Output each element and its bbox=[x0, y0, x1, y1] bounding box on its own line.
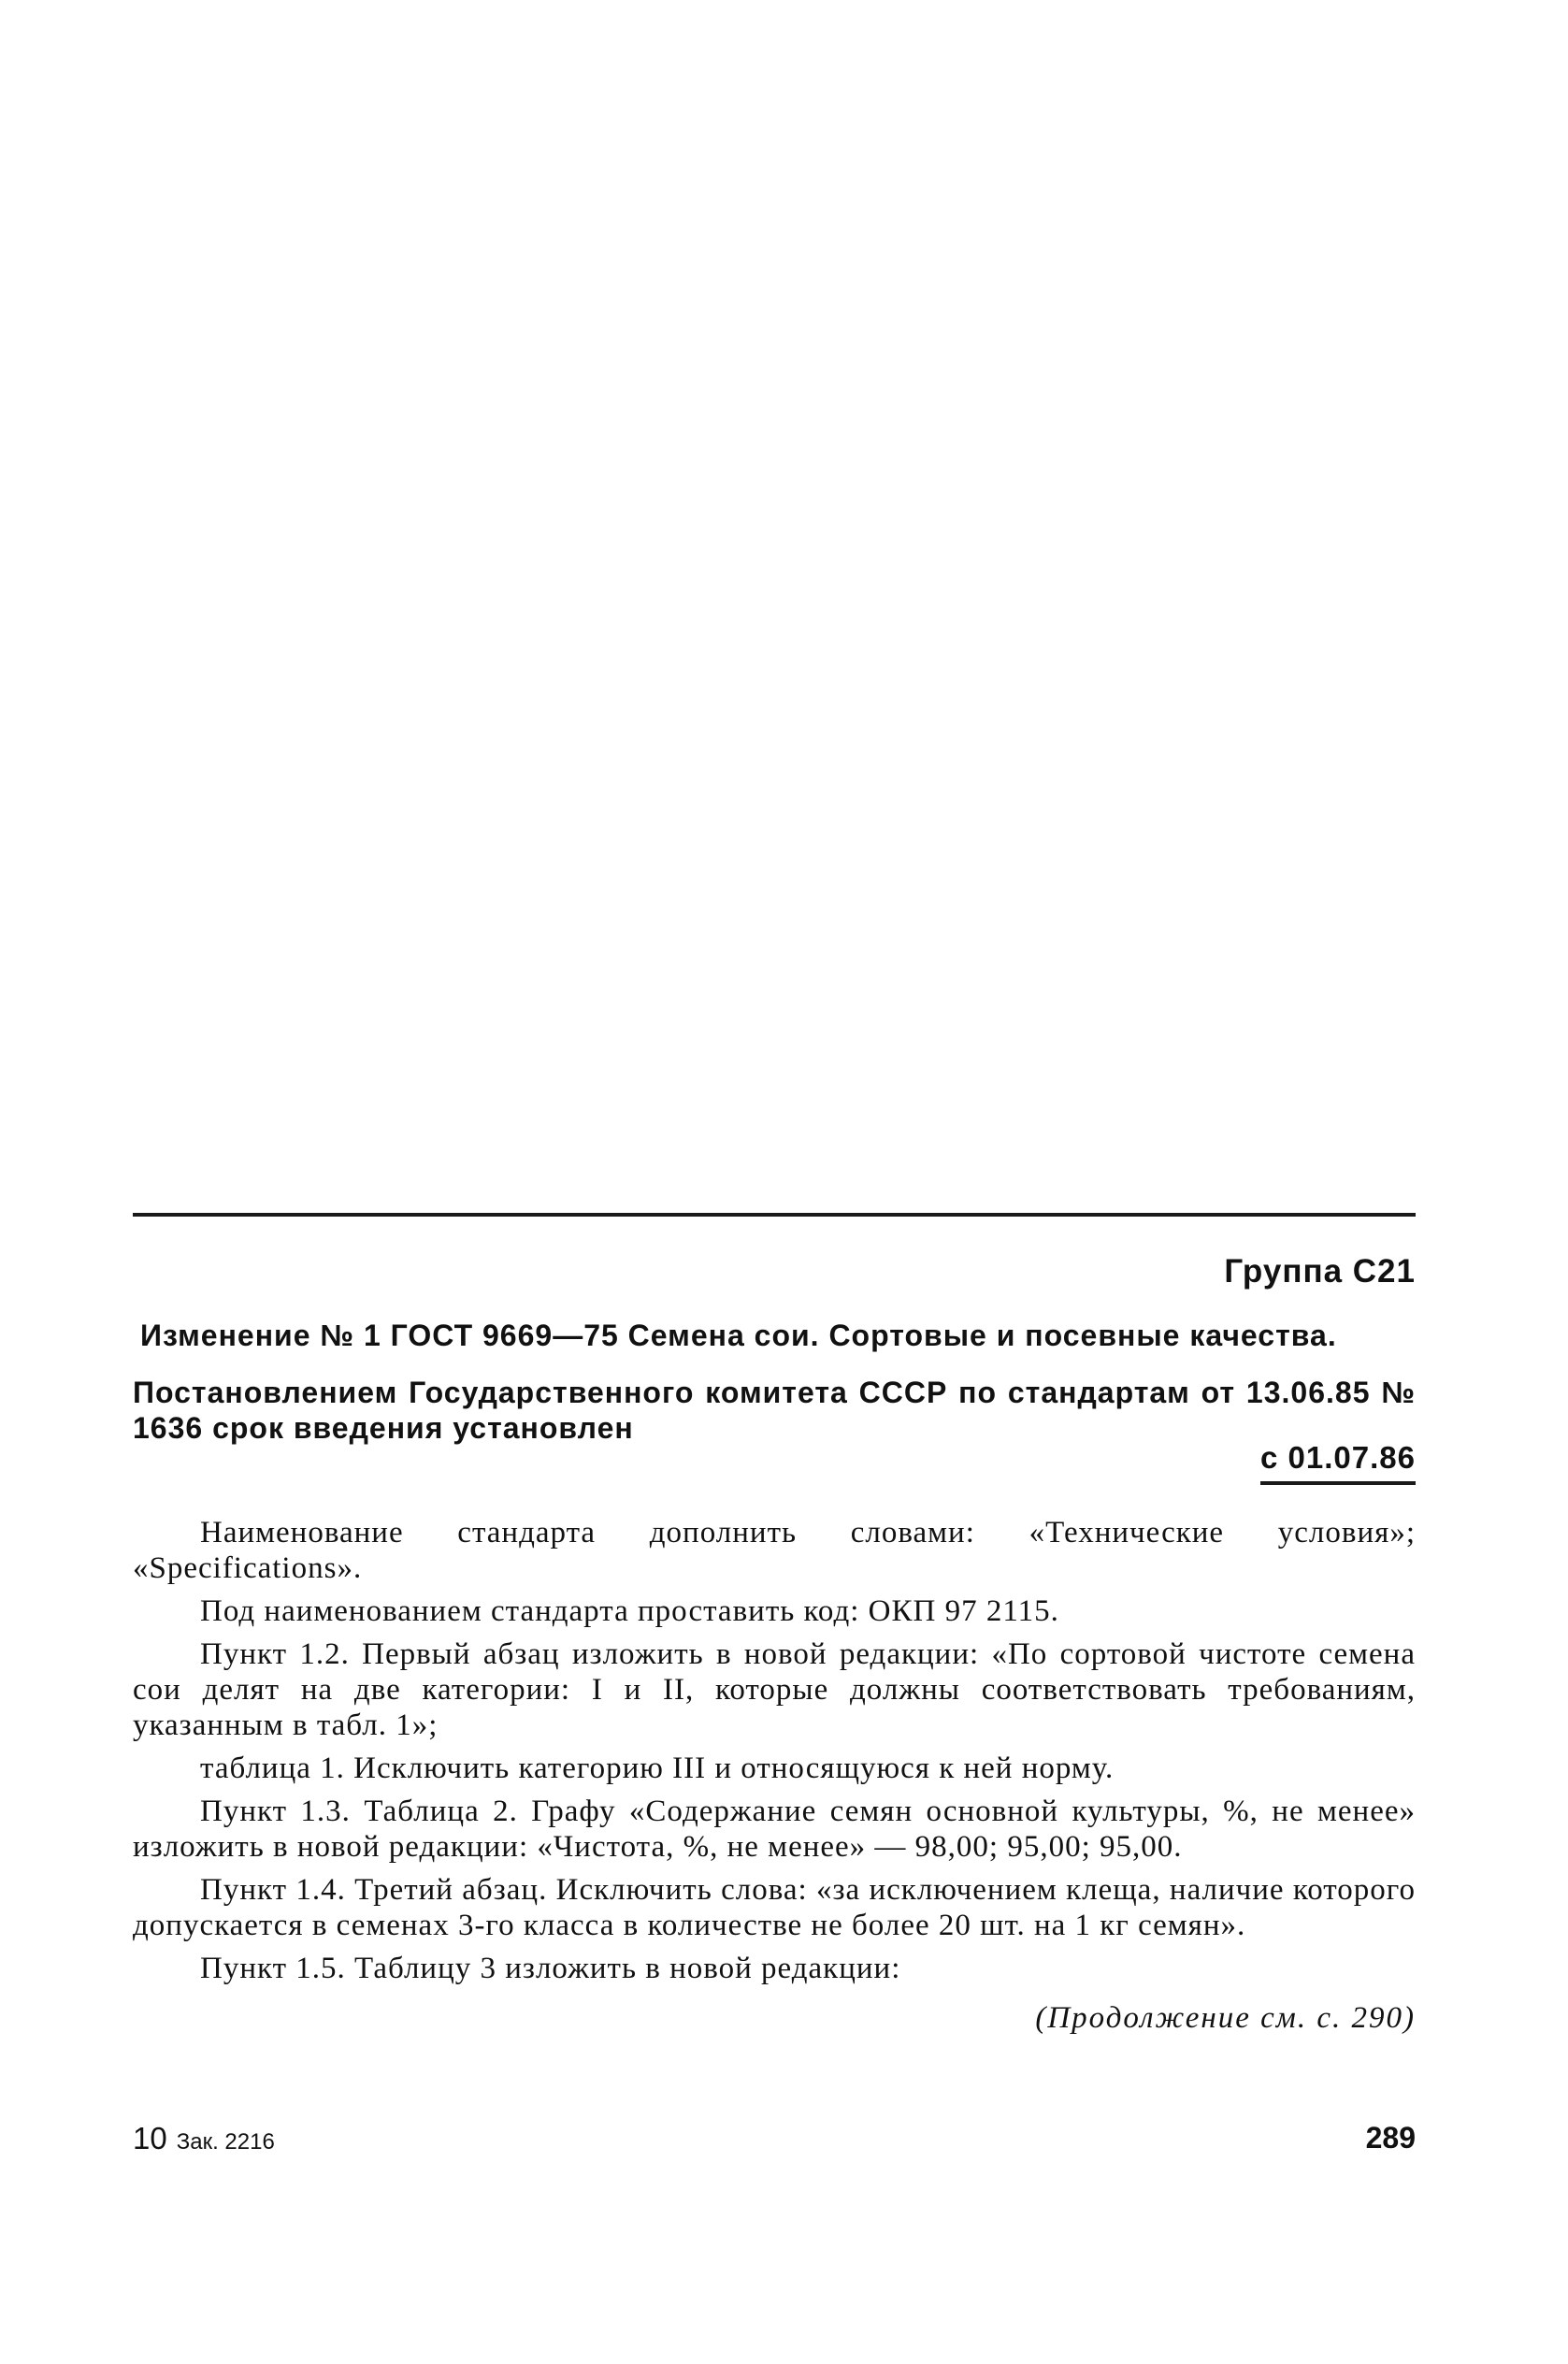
effective-date: с 01.07.86 bbox=[1260, 1440, 1416, 1485]
continuation-note: (Продолжение см. с. 290) bbox=[1035, 2001, 1416, 2035]
paragraph: Пункт 1.5. Таблицу 3 изложить в новой редакции: bbox=[200, 1952, 901, 1985]
decree-text: Постановлением Государственного комитета СССР по стандартам от 13.06.85 № 1636 срок введения установлен bbox=[133, 1376, 1416, 1445]
page-number: 289 bbox=[1365, 2121, 1416, 2155]
group-label: Группа С21 bbox=[1224, 1253, 1416, 1290]
top-rule bbox=[133, 1213, 1416, 1217]
order-number: Зак. 2216 bbox=[176, 2129, 275, 2155]
paragraph: Под наименованием стандарта проставить код: ОКП 97 2115. bbox=[200, 1594, 1059, 1628]
sheet-number: 10 bbox=[133, 2121, 167, 2155]
paragraph: Пункт 1.3. Таблица 2. Графу «Содержание семян основной культуры, %, не менее» изложить в новой редакции: «Чистота, %, не менее» — 98,00; 95,00; 95,00. bbox=[133, 1795, 1416, 1864]
paragraph: Пункт 1.2. Первый абзац изложить в новой редакции: «По сортовой чистоте семена сои делят на две категории: I и II, которые должны соответствовать требованиям, указанным в табл. 1»; bbox=[133, 1637, 1416, 1742]
paragraph: Пункт 1.4. Третий абзац. Исключить слова: «за исключением клеща, наличие которого допускается в семенах 3-го класса в количестве не более 20 шт. на 1 кг семян». bbox=[133, 1873, 1416, 1942]
footer-order bbox=[133, 2121, 275, 2156]
amendment-body bbox=[133, 1515, 1416, 1994]
amendment-title: Изменение № 1 ГОСТ 9669—75 Семена сои. Сортовые и посевные качества. bbox=[140, 1319, 1337, 1352]
paragraph: таблица 1. Исключить категорию III и относящуюся к ней норму. bbox=[200, 1751, 1115, 1785]
paragraph: Наименование стандарта дополнить словами: «Технические условия»; «Specifications». bbox=[133, 1516, 1416, 1585]
